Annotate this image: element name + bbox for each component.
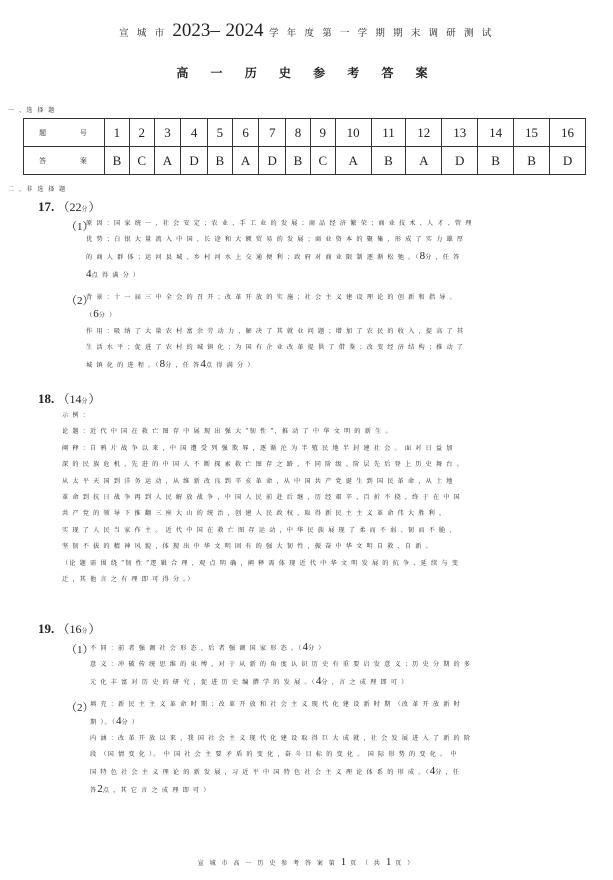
q19-p1-text: 元 化 丰 富 对 历 史 的 研 究 ，促 进 历 史 编 撰 学 的 发 展 。（	[90, 679, 316, 686]
header-year-start: 2023	[172, 20, 211, 41]
q18-line: 从 太 平 天 国 到 洋 务 运 动 ，从 维 新 改 良 到 辛 亥 革 命 ，从 中 国 共 产 党 诞 生 到 国 民 革 命 ，从 土 地	[62, 477, 454, 485]
question-number: 9	[310, 119, 335, 147]
exam-header	[0, 20, 613, 42]
q18-line: 实 现 了 人 民 当 家 作 主 。 近 代 中 国 在 救 亡 图 存 运 动 ，中 华 民 族 展 现 了 柔 而 不 弱 、韧 而 不 脆 、	[62, 526, 457, 534]
q18-line: （论 题 需 围 绕 “韧 性 ”逻 辑 合 理 ，观 点 明 确 ，阐 释 需 体 现 近 代 中 华 文 明 发 展 的 抗 争 、延 续 与 变	[62, 559, 460, 567]
q17-points	[58, 200, 101, 214]
question-number: 7	[259, 119, 286, 147]
page-footer	[0, 856, 613, 868]
answer-cell: D	[181, 147, 208, 175]
answer-cell: B	[514, 147, 550, 175]
q18-points	[58, 392, 101, 406]
answer-cell: A	[232, 147, 259, 175]
q18-points-value: （14	[57, 392, 82, 406]
q19-heading	[38, 620, 101, 637]
q19-part1	[90, 639, 590, 691]
q19-p1-text: 不 同 ：前 者 强 调 社 会 形 态 ，后 者 强 调 国 家 形 态 。（	[90, 645, 303, 652]
q18-line: 迁 ，其 他 言 之 有 理 即 可 得 分 。）	[62, 576, 195, 584]
question-number: 14	[478, 119, 514, 147]
q19-p2-score: 4	[429, 765, 436, 777]
q17-p2-line	[86, 306, 586, 324]
q17-p2-text: 城 镇 化 的 进 程 。（	[86, 362, 160, 369]
question-number: 8	[286, 119, 311, 147]
question-number: 5	[207, 119, 232, 147]
question-number: 15	[514, 119, 550, 147]
footer-page-total: 1	[385, 856, 392, 868]
question-number: 6	[232, 119, 259, 147]
q19-p1-line	[90, 673, 590, 691]
q17-p1-line	[86, 248, 586, 266]
row-label-number: 题 号	[24, 119, 105, 147]
q17-p1-text: 分 ，任 答	[425, 254, 461, 261]
q17-p2-line	[86, 356, 586, 374]
answer-cell: D	[259, 147, 286, 175]
q18-body	[62, 408, 592, 588]
q19-p1-score: 4	[315, 675, 322, 687]
q17-p2-line: 作 用 ：吸 纳 了 大 量 农 村 富 余 劳 动 力 ，解 决 了 其 就 业 问 题 ；增 加 了 农 民 的 收 入 ，提 高 了 其	[86, 328, 465, 335]
question-number: 16	[550, 119, 586, 147]
q18-points-close: ）	[88, 392, 101, 406]
answer-table	[23, 118, 586, 175]
q19-p2-score: 4	[116, 715, 122, 727]
q17-p2-score: 8	[159, 358, 166, 370]
q17-p1-text: 的 商 人 群 体 ；运 河 县 城 、乡 村 河 水 上 交 通 便 利 ；政 府 对 商 业 限 制 逐 渐 松 弛 。（	[86, 254, 420, 261]
footer-text: 页 （ 共	[350, 860, 382, 867]
q19-p1-line: 意 义 ：冲 破 传 统 思 维 的 束 缚 ，对 于 从 新 的 角 度 认 识 历 史 有 重 要 启 发 意 义 ；历 史 分 期 的 多	[90, 661, 472, 668]
answer-cell: B	[105, 147, 130, 175]
q19-p1-line	[90, 639, 590, 657]
q17-heading	[38, 198, 101, 215]
q19-p2-line: 段 （国 情 变 化 ）。 中 国 社 会 主 要 矛 盾 的 变 化 ，奋 斗 目 标 的 变 化 。 国 际 形 势 的 变 化 。 中	[90, 751, 458, 758]
answer-cell: B	[371, 147, 406, 175]
q17-p2-count: 4	[200, 358, 206, 370]
q19-p2-text: 点 ，其 它 言 之 成 理 即 可 ）	[102, 787, 211, 794]
section2-label: 二 、非 选 择 题	[8, 186, 67, 193]
q19-p2-line	[90, 781, 590, 799]
q18-line: 阐 释 ：自 鸦 片 战 争 以 来 ，中 国 遭 受 列 强 欺 辱 ，逐 渐 沦 为 半 殖 民 地 半 封 建 社 会 。 面 对 日 益 加	[62, 444, 454, 452]
answer-cell: A	[335, 147, 371, 175]
footer-text: 页 ）	[395, 860, 416, 867]
answer-cell: B	[207, 147, 232, 175]
question-number: 13	[442, 119, 478, 147]
q17-p2-text: 分 ，任 答	[165, 362, 201, 369]
q19-p2-count: 2	[97, 783, 103, 795]
q18-line: 示 例 ：	[62, 412, 90, 419]
answer-row	[24, 147, 586, 175]
q17-p2-text: 分 ）	[98, 312, 117, 319]
q17-part2	[86, 290, 586, 374]
q19-p2-text: 期 ）。（	[90, 719, 117, 726]
section1-label: 一 、选 择 题	[8, 107, 56, 114]
answer-cell: C	[310, 147, 335, 175]
question-number: 2	[129, 119, 154, 147]
q17-part1-mark: （1）	[66, 221, 94, 233]
q19-part1-mark: （1）	[66, 644, 94, 656]
question-number-row	[24, 119, 586, 147]
q19-number: 19.	[38, 621, 55, 636]
q19-points	[58, 622, 101, 636]
q19-p2-text: 国 特 色 社 会 主 义 理 论 的 新 发 展 ，习 近 平 中 国 特 色 社 会 主 义 理 论 体 系 的 形 成 。（	[90, 769, 430, 776]
q18-line: 共 产 党 的 领 导 下 推 翻 三 座 大 山 的 统 治 ，创 建 人 民 政 权 ，取 得 新 民 主 主 义 革 命 伟 大 胜 利 ，	[62, 510, 447, 518]
q19-p2-text: 答	[90, 787, 98, 794]
question-number: 12	[406, 119, 442, 147]
q17-part1	[86, 216, 586, 284]
header-suffix: 学 年 度 第 一 学 期 期 末 调 研 测 试	[269, 28, 494, 39]
answer-cell: D	[442, 147, 478, 175]
header-year-end: 2024	[225, 20, 264, 41]
q17-points-close: ）	[88, 200, 101, 214]
q18-heading	[38, 390, 101, 407]
row-label-answer: 答 案	[24, 147, 105, 175]
q17-part2-mark: （2）	[66, 295, 94, 307]
q17-points-value: （22	[57, 200, 82, 214]
question-number: 3	[154, 119, 181, 147]
footer-text: 宣 城 市 高 一 历 史 参 考 答 案 第	[197, 860, 337, 867]
q19-points-unit: 分	[81, 629, 89, 635]
q19-p1-score: 4	[302, 641, 308, 653]
q19-points-value: （16	[57, 622, 82, 636]
q18-line: 深 的 民 族 危 机 ，先 进 的 中 国 人 不 断 探 索 救 亡 图 存 之 路 ，不 同 阶 级 、阶 层 先 后 登 上 历 史 舞 台 。	[62, 461, 464, 469]
q19-points-close: ）	[88, 622, 101, 636]
q19-part2-mark: （2）	[66, 702, 94, 714]
question-number: 10	[335, 119, 371, 147]
q17-number: 17.	[38, 199, 55, 214]
answer-cell: A	[154, 147, 181, 175]
answer-cell: C	[129, 147, 154, 175]
q18-line: 革 命 到 抗 日 战 争 再 到 人 民 解 放 战 争 ，中 国 人 民 前 赴 后 继 ，历 经 艰 辛 ，百 折 不 挠 ，终 于 在 中 国	[62, 494, 461, 502]
q17-p1-text: 点 得 满 分 ）	[91, 272, 141, 279]
q18-line: 坚 韧 不 拔 的 精 神 风 貌 ，体 现 出 中 华 文 明 固 有 的 强 大 韧 性 ，振 奋 中 华 文 明 自 救 、自 新 。	[62, 543, 433, 551]
question-number: 4	[181, 119, 208, 147]
footer-page-number: 1	[340, 856, 347, 868]
answer-cell: A	[406, 147, 442, 175]
q19-p2-text: 分 ）	[121, 719, 140, 726]
q17-p1-line: 优 势 ；白 银 大 量 流 入 中 国 ，长 途 和 大 额 贸 易 的 发 展 ；商 业 资 本 的 聚 集 ，形 成 了 实 力 雄 厚	[86, 236, 465, 243]
q19-part2	[90, 697, 590, 799]
q17-p1-line: 原 因 ：国 家 统 一 ，社 会 安 定 ；农 业 、手 工 业 的 发 展 ；商 品 经 济 繁 荣 ；商 业 技 术 、人 才 、管 理	[86, 220, 473, 227]
q19-p2-text: 分 ，任	[435, 769, 461, 776]
q19-p2-line	[90, 763, 590, 781]
doc-title: 高 一 历 史 参 考 答 案	[176, 66, 437, 80]
q17-p1-line	[86, 266, 586, 284]
q17-points-unit: 分	[81, 207, 89, 213]
answer-cell: B	[478, 147, 514, 175]
q19-p1-text: 分 ）	[307, 645, 326, 652]
q18-line: 论 题 ：近 代 中 国 在 救 亡 图 存 中 展 现 出 强 大 “韧 性 ”，推 动 了 中 华 文 明 的 新 生 。	[62, 428, 393, 436]
q18-points-unit: 分	[81, 399, 89, 405]
q17-p1-count: 4	[86, 268, 92, 280]
question-number: 11	[371, 119, 406, 147]
q17-p2-line: 背 景 ：十 一 届 三 中 全 会 的 召 开 ；改 革 开 放 的 实 施 ；社 会 主 义 建 设 理 论 的 创 新 和 指 导 。	[86, 294, 457, 301]
header-dash: –	[210, 20, 220, 41]
q19-p2-line: 填 充 ：新 民 主 主 义 革 命 时 期 ；改 革 开 放 和 社 会 主 义 现 代 化 建 设 新 时 期 （改 革 开 放 新 时	[90, 701, 461, 708]
q19-p2-line	[90, 713, 590, 731]
question-number: 1	[105, 119, 130, 147]
header-prefix: 宣 城 市	[119, 28, 167, 39]
q17-p2-line: 生 活 水 平 ；促 进 了 农 村 的 城 镇 化 ；为 国 有 企 业 改 革 提 供 了 借 鉴 ；改 变 经 济 结 构 ；推 动 了	[86, 344, 465, 351]
answer-cell: D	[550, 147, 586, 175]
q17-p1-score: 8	[419, 250, 426, 262]
q17-p2-text: 点 得 满 分 ）	[205, 362, 255, 369]
q19-p1-text: 分 ，言 之 成 理 即 可 ）	[321, 679, 409, 686]
q18-number: 18.	[38, 391, 55, 406]
q19-p2-line: 内 涵 ：改 革 开 放 以 来 ，我 国 社 会 主 义 现 代 化 建 设 取 得 巨 大 成 就 ，社 会 发 展 进 入 了 新 的 阶	[90, 735, 472, 742]
q17-p2-score: 6	[93, 308, 99, 320]
answer-cell: B	[286, 147, 311, 175]
q17-p2-text: （	[86, 312, 94, 319]
